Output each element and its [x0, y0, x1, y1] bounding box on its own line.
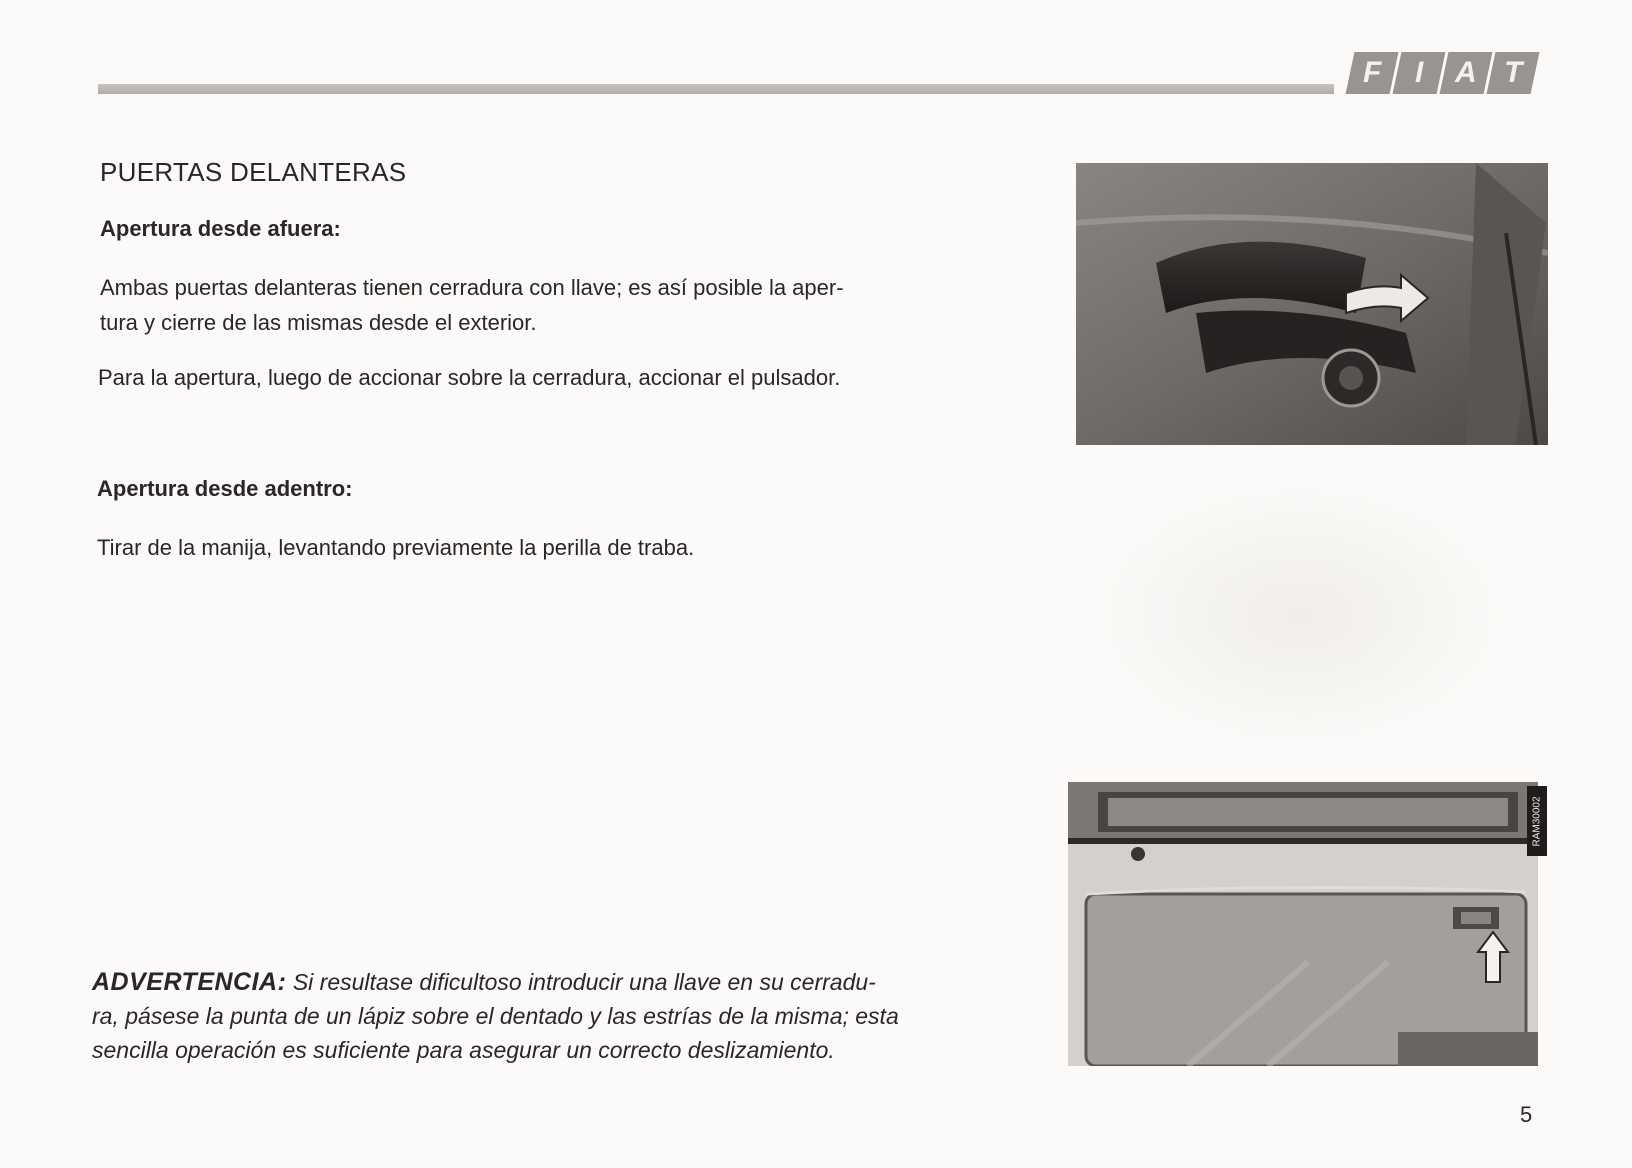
logo-letter: A	[1440, 52, 1493, 94]
interior-door-photo	[1068, 782, 1538, 1066]
logo-letter: F	[1346, 52, 1399, 94]
photo-code-label	[1527, 786, 1547, 856]
inside-opening-title: Apertura desde adentro:	[97, 476, 353, 501]
logo-letter: I	[1393, 52, 1446, 94]
logo-letter: T	[1487, 52, 1540, 94]
exterior-door-handle-illustration	[1076, 163, 1548, 445]
exterior-door-handle-photo	[1076, 163, 1548, 445]
warning-label: ADVERTENCIA:	[92, 968, 287, 996]
outside-opening-paragraph-2: Para la apertura, luego de accionar sobre la cerradura, accionar el pulsador.	[98, 365, 841, 390]
warning-text: Si resultase dificultoso introducir una llave en su cerradu- ra, pásese la punta de un lápiz sobre el dentado y las estrías de la misma; esta sencilla operación es suficiente para asegurar un correcto deslizamiento.	[92, 969, 899, 1063]
page-number: 5	[1520, 1102, 1533, 1127]
warning-note	[92, 965, 972, 1067]
header-rule	[98, 84, 1334, 94]
outside-opening-title: Apertura desde afuera:	[100, 216, 341, 241]
faded-background-print	[1090, 480, 1510, 750]
fiat-logo	[1346, 52, 1540, 94]
interior-door-illustration	[1068, 782, 1538, 1066]
section-title: PUERTAS DELANTERAS	[100, 157, 407, 187]
photo-code-text: RAM30002	[1531, 795, 1543, 847]
outside-opening-paragraph-1: Ambas puertas delanteras tienen cerradura con llave; es así posible la aper- tura y cierre de las mismas desde el exterior.	[100, 275, 844, 335]
inside-opening-paragraph: Tirar de la manija, levantando previamente la perilla de traba.	[97, 535, 695, 560]
